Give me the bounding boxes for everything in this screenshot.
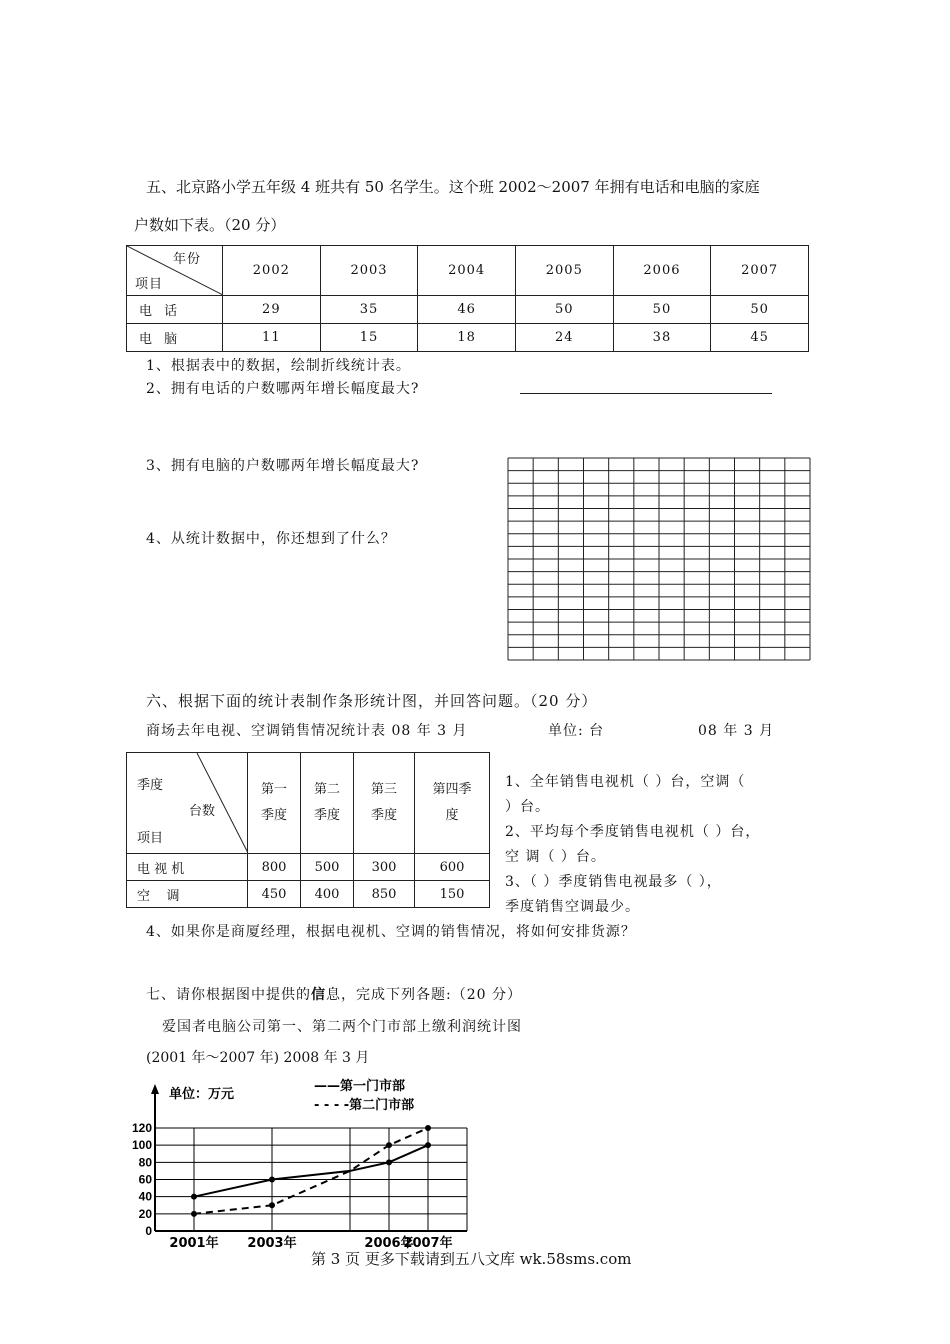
row-label-phone: 电 话 — [127, 296, 223, 324]
section6-date: 08 年 3 月 — [698, 723, 775, 739]
profit-line-chart — [132, 1078, 530, 1250]
quarter-header: 第四季 度 — [415, 753, 490, 854]
table-row — [127, 296, 809, 324]
data-point — [425, 1142, 431, 1148]
x-tick-label: 2007年 — [403, 1236, 453, 1250]
household-table — [126, 245, 809, 352]
x-tick-label: 2006年 — [364, 1236, 414, 1250]
quarter-header: 第一 季度 — [248, 753, 301, 854]
year-header: 2003 — [320, 246, 418, 296]
y-tick-label: 0 — [145, 1224, 152, 1238]
section6-question-2b: 空 调（ ）台。 — [505, 849, 606, 865]
y-tick-label: 120 — [132, 1121, 152, 1135]
x-tick-label: 2001年 — [169, 1236, 219, 1250]
legend-entry: ——第一门市部 — [314, 1079, 406, 1094]
page-footer: 第 3 页 更多下载请到五八文库 wk.58sms.com — [311, 1250, 632, 1268]
table-cell: 46 — [418, 296, 516, 324]
y-tick-label: 60 — [138, 1172, 152, 1187]
x-tick-label: 2003年 — [247, 1236, 297, 1250]
section6-question-1b: ）台。 — [505, 799, 550, 815]
table-cell: 35 — [320, 296, 418, 324]
data-point — [269, 1202, 275, 1208]
section6-question-3b: 季度销售空调最少。 — [505, 899, 640, 915]
table-cell: 15 — [320, 324, 418, 352]
unit-label: 单位：万元 — [169, 1087, 235, 1102]
table-cell: 50 — [613, 296, 711, 324]
data-point — [386, 1159, 392, 1165]
quarter-header: 第三 季度 — [354, 753, 415, 854]
table-cell: 500 — [301, 854, 354, 881]
quarter-header: 第二 季度 — [301, 753, 354, 854]
section5-intro-line1: 五、北京路小学五年级 4 班共有 50 名学生。这个班 2002～2007 年拥有电话和电脑的家庭 — [146, 178, 760, 196]
section7-period: (2001 年～2007 年) 2008 年 3 月 — [146, 1050, 370, 1066]
section6-question-1a: 1、全年销售电视机（ ）台，空调（ — [505, 774, 746, 790]
year-header: 2002 — [223, 246, 321, 296]
row-label-ac: 空 调 — [127, 881, 248, 908]
series-line — [194, 1128, 428, 1214]
section5-question-4: 4、从统计数据中，你还想到了什么？ — [146, 531, 396, 547]
table-cell: 150 — [415, 881, 490, 908]
section6-question-4: 4、如果你是商厦经理，根据电视机、空调的销售情况，将如何安排货源？ — [146, 924, 636, 940]
row-label-tv: 电 视 机 — [127, 854, 248, 881]
corner-item-label: 项目 — [137, 831, 164, 846]
table-corner-cell — [127, 753, 248, 854]
table-row — [127, 881, 490, 908]
section5-question-2: 2、拥有电话的户数哪两年增长幅度最大? — [146, 381, 420, 397]
section5-question-1: 1、根据表中的数据，绘制折线统计表。 — [146, 358, 411, 374]
corner-count-label: 台数 — [189, 804, 216, 819]
section5-intro-line2: 户数如下表。（20 分） — [134, 216, 286, 234]
table-cell: 450 — [248, 881, 301, 908]
table-cell: 300 — [354, 854, 415, 881]
year-header: 2007 — [711, 246, 809, 296]
table-cell: 29 — [223, 296, 321, 324]
table-cell: 18 — [418, 324, 516, 352]
table-cell: 600 — [415, 854, 490, 881]
corner-quarter-label: 季度 — [137, 778, 164, 793]
table-cell: 50 — [515, 296, 613, 324]
y-tick-label: 40 — [138, 1189, 152, 1204]
answer-blank-line[interactable] — [520, 393, 772, 394]
table-cell: 400 — [301, 881, 354, 908]
corner-item-label: 项目 — [135, 277, 164, 292]
sales-table — [126, 752, 490, 908]
y-tick-label: 20 — [138, 1206, 152, 1221]
table-cell: 850 — [354, 881, 415, 908]
section7-title: 七、请你根据图中提供的信息，完成下列各题:（20 分） — [146, 987, 522, 1003]
table-row — [127, 324, 809, 352]
section5-question-3: 3、拥有电脑的户数哪两年增长幅度最大? — [146, 458, 420, 474]
section6-unit: 单位: 台 — [548, 723, 605, 739]
section6-question-3a: 3、（ ）季度销售电视最多（ ）， — [505, 874, 722, 890]
table-corner-cell — [127, 246, 223, 296]
year-header: 2006 — [613, 246, 711, 296]
blank-graph-grid[interactable] — [507, 457, 811, 661]
section6-question-2a: 2、平均每个季度销售电视机（ ）台， — [505, 824, 761, 840]
corner-year-label: 年份 — [173, 252, 202, 267]
y-tick-label: 80 — [138, 1155, 152, 1170]
section6-title: 六、根据下面的统计表制作条形统计图，并回答问题。（20 分） — [146, 692, 598, 710]
data-point — [269, 1177, 275, 1183]
data-point — [425, 1125, 431, 1131]
table-cell: 11 — [223, 324, 321, 352]
table-cell: 800 — [248, 854, 301, 881]
section6-table-title: 商场去年电视、空调销售情况统计表 08 年 3 月 — [146, 723, 468, 739]
y-tick-label: 100 — [132, 1138, 152, 1153]
data-point — [191, 1211, 197, 1217]
data-point — [191, 1194, 197, 1200]
row-label-computer: 电 脑 — [127, 324, 223, 352]
year-header: 2005 — [515, 246, 613, 296]
table-row — [127, 854, 490, 881]
table-cell: 24 — [515, 324, 613, 352]
legend-entry: - - - -第二门市部 — [314, 1098, 415, 1113]
section7-chart-title: 爱国者电脑公司第一、第二两个门市部上缴利润统计图 — [162, 1019, 522, 1035]
table-cell: 38 — [613, 324, 711, 352]
y-axis-arrow — [151, 1084, 159, 1094]
year-header: 2004 — [418, 246, 516, 296]
table-cell: 45 — [711, 324, 809, 352]
table-cell: 50 — [711, 296, 809, 324]
data-point — [386, 1142, 392, 1148]
